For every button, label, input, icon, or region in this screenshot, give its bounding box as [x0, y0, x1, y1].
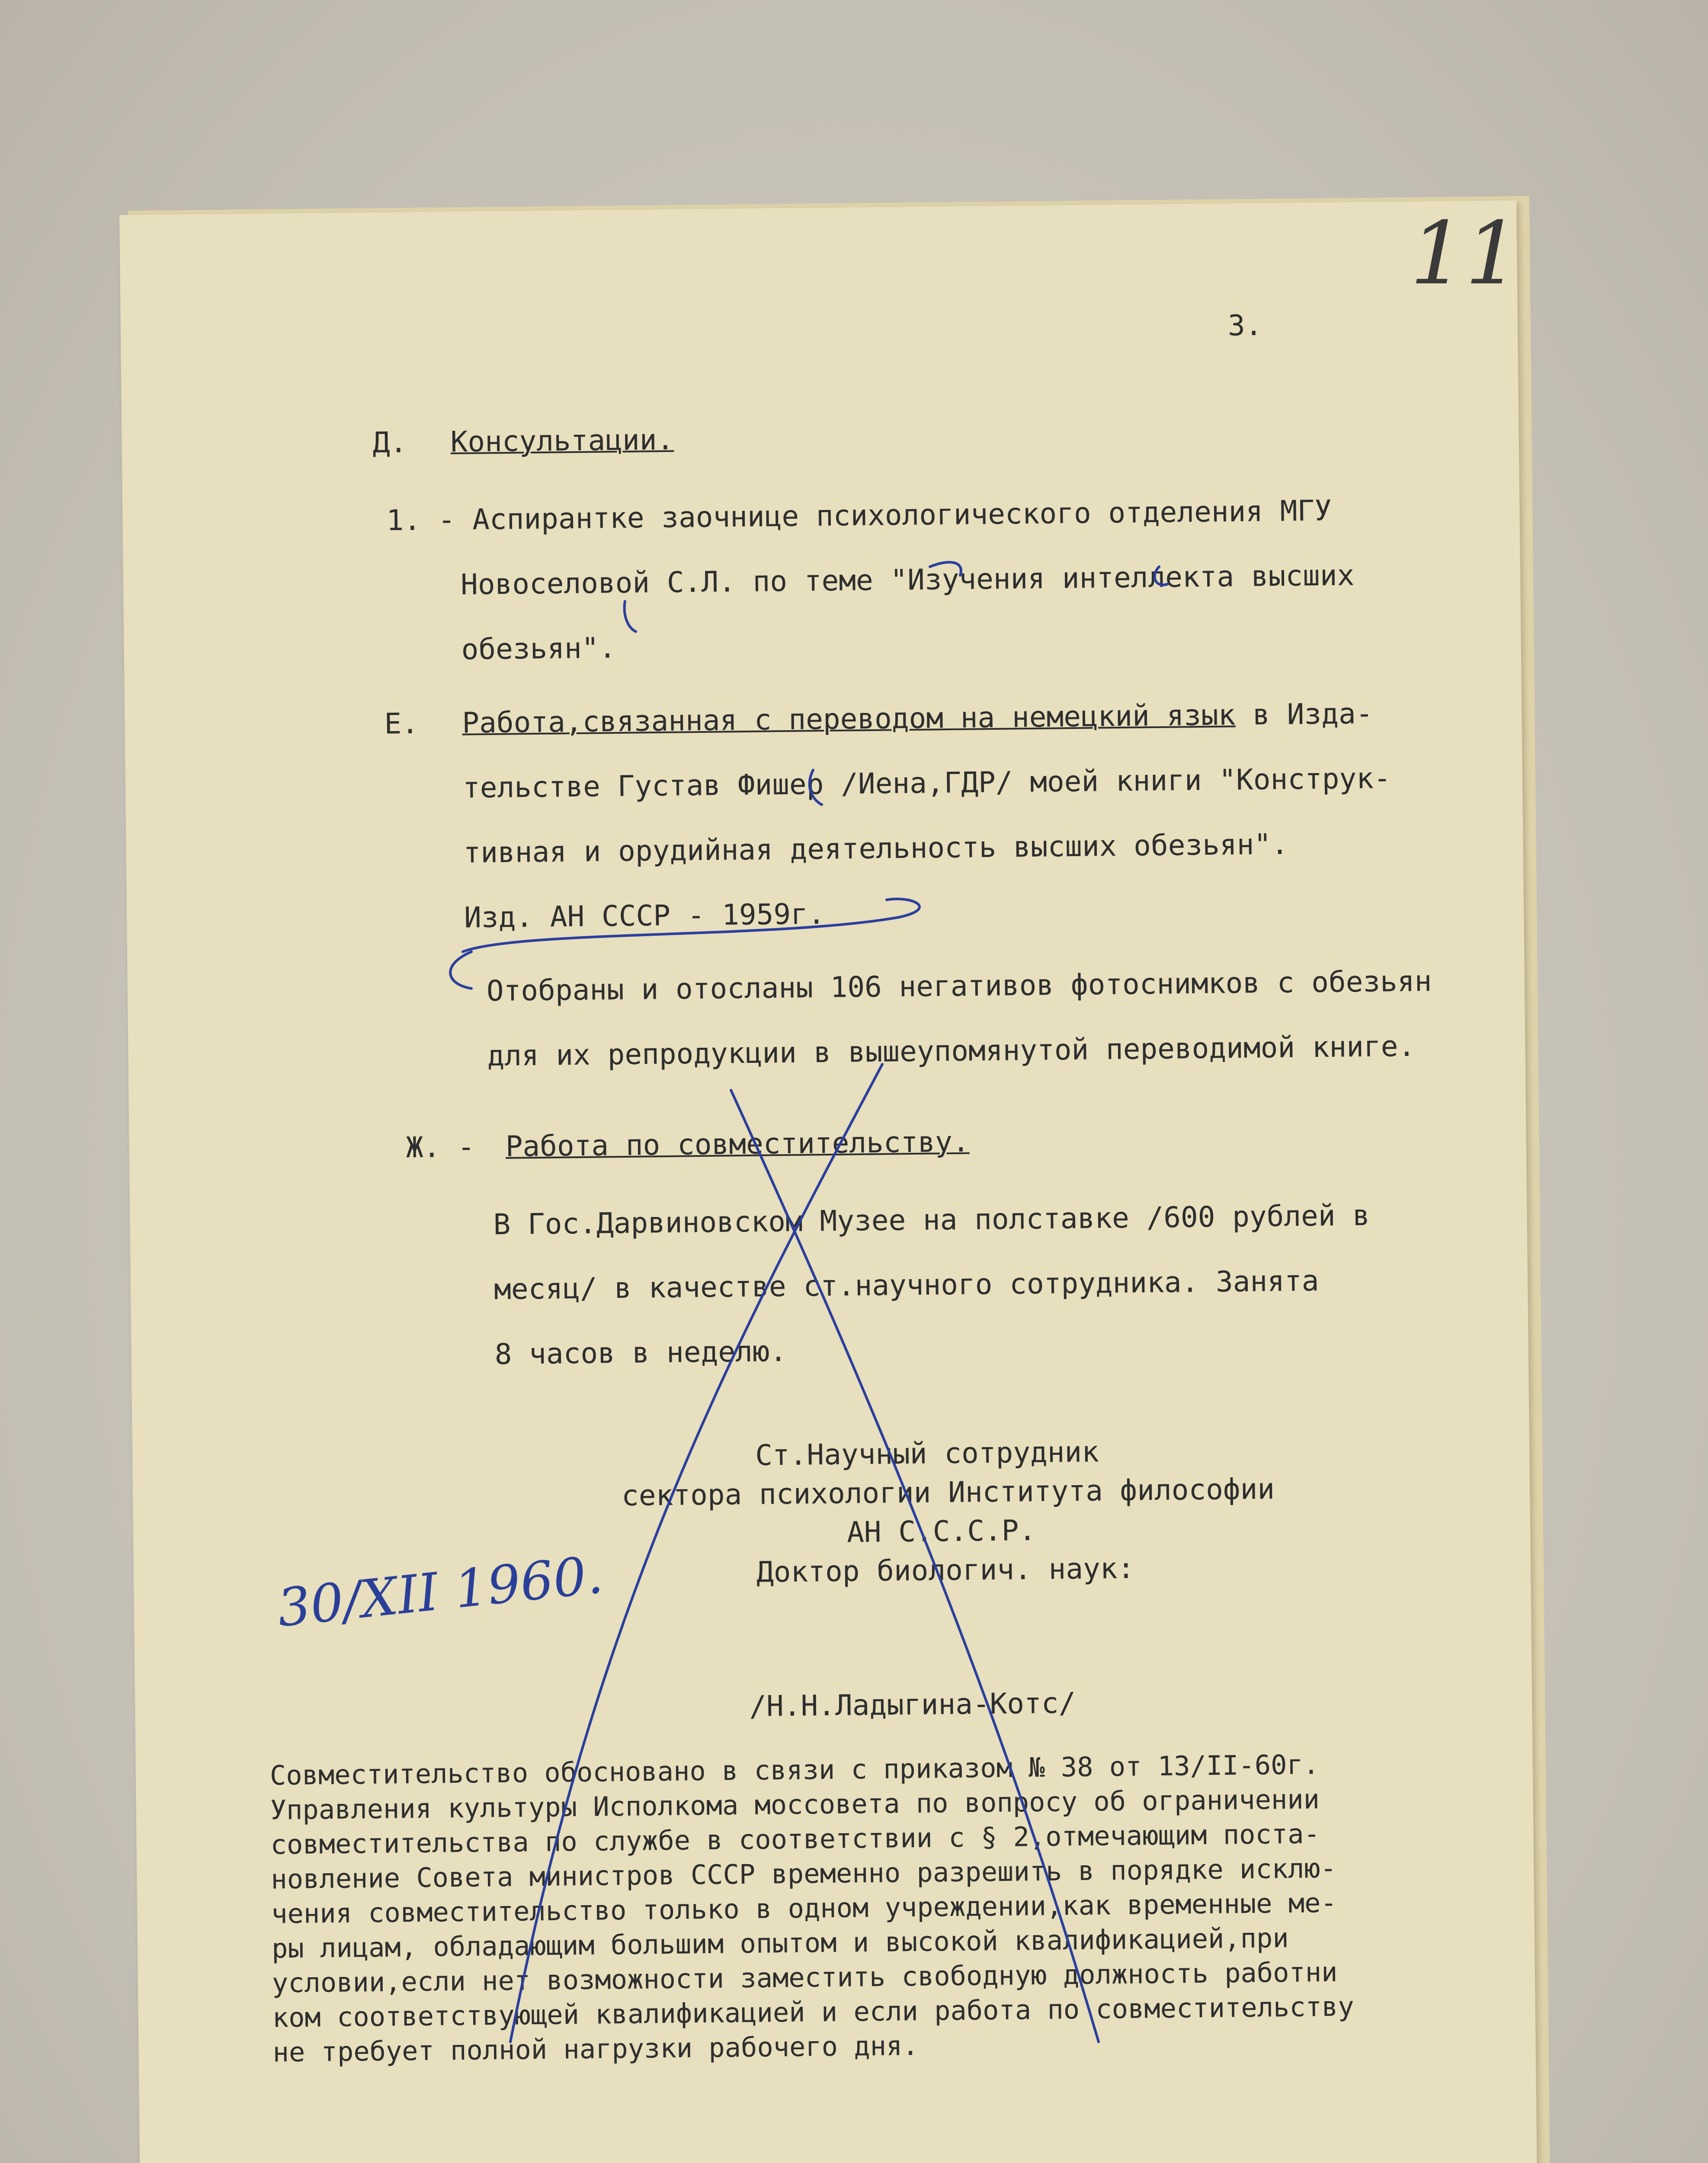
comma-mark: [810, 770, 822, 805]
handwritten-date: 30/XII 1960.: [274, 1544, 606, 1639]
section-zh-title: Работа по совместительству.: [505, 1125, 970, 1163]
quote-mark-end: [625, 601, 636, 632]
section-zh-line-2: месяц/ в качестве ст.научного сотрудника. Занята: [493, 1264, 1319, 1306]
section-e-title: Работа,связанная с переводом на немецкий язык: [462, 698, 1236, 740]
item-1-line-3: обезьян".: [461, 631, 616, 666]
section-e-line-4: Изд. АН СССР - 1959г.: [464, 897, 825, 934]
quote-mark-open: [930, 562, 961, 575]
section-zh-line-1: В Гос.Дарвиновском Музее на полставке /600 рублей в: [493, 1198, 1370, 1242]
footnote-line-3: совместительства по службе в соответствии с § 2,отмечающим поста-: [270, 1818, 1320, 1861]
insertion-arc: [463, 899, 920, 952]
footnote-line-1: Совместительство обосновано в связи с приказом № 38 от 13/II-60г.: [269, 1749, 1320, 1791]
bracket-hook: [450, 952, 471, 988]
section-e-line-2: тельстве Густав Фишер /Иена,ГДР/ моей книги "Конструк-: [462, 761, 1391, 805]
section-d-letter: Д.: [372, 426, 407, 459]
footnote-line-8: ком соответствующей квалификацией и если работа по совместительству: [272, 1990, 1354, 2034]
cross-stroke-left: [510, 1064, 882, 2042]
footnote-line-5: чения совместительство только в одном учреждении,как временные ме-: [271, 1887, 1337, 1930]
cross-stroke-right: [731, 1090, 1099, 2042]
signature-name: /Н.Н.Ладыгина-Котс/: [749, 1686, 1076, 1723]
signature-department: сектора психологии Института философии: [621, 1472, 1275, 1513]
footnote-line-9: не требует полной нагрузки рабочего дня.: [272, 2029, 919, 2068]
section-e-para-line-1: Отобраны и отосланы 106 негативов фотоснимков с обезьян: [486, 964, 1432, 1008]
footnote-line-2: Управления культуры Исполкома моссовета по вопросу об ограничении: [270, 1783, 1320, 1826]
signature-position: Ст.Научный сотрудник: [755, 1435, 1099, 1472]
section-e-para-line-2: для их репродукции в вышеупомянутой переводимой книге.: [487, 1029, 1416, 1073]
footnote-line-4: новление Совета министров СССР временно разрешить в порядке исклю-: [271, 1852, 1337, 1895]
signature-degree: Доктор биологич. наук:: [756, 1551, 1135, 1589]
section-d-title: Консультации.: [450, 423, 674, 459]
section-e-line-1-rest: в Изда-: [1235, 696, 1373, 732]
quote-mark-close: [1155, 567, 1168, 585]
section-e-line-3: тивная и орудийная деятельность высших обезьян".: [463, 827, 1289, 870]
footnote-line-7: условии,если нет возможности заместить свободную должность работни: [272, 1956, 1338, 1999]
section-e-letter: Е.: [384, 706, 419, 741]
signature-academy: АН С.С.С.Р.: [846, 1514, 1036, 1549]
section-zh-letter: Ж. -: [406, 1130, 475, 1165]
footnote-line-6: ры лицам, обладающим большим опытом и высокой квалификацией,при: [271, 1922, 1289, 1964]
item-1-line-2: Новоселовой С.Л. по теме "Изучения интеллекта высших: [460, 558, 1355, 601]
item-1-line-1: 1. - Аспирантке заочнице психологического отделения МГУ: [386, 494, 1332, 537]
page-number: 3.: [1227, 308, 1263, 343]
folio-number: 11: [1410, 203, 1520, 304]
section-zh-line-3: 8 часов в неделю.: [494, 1335, 787, 1371]
